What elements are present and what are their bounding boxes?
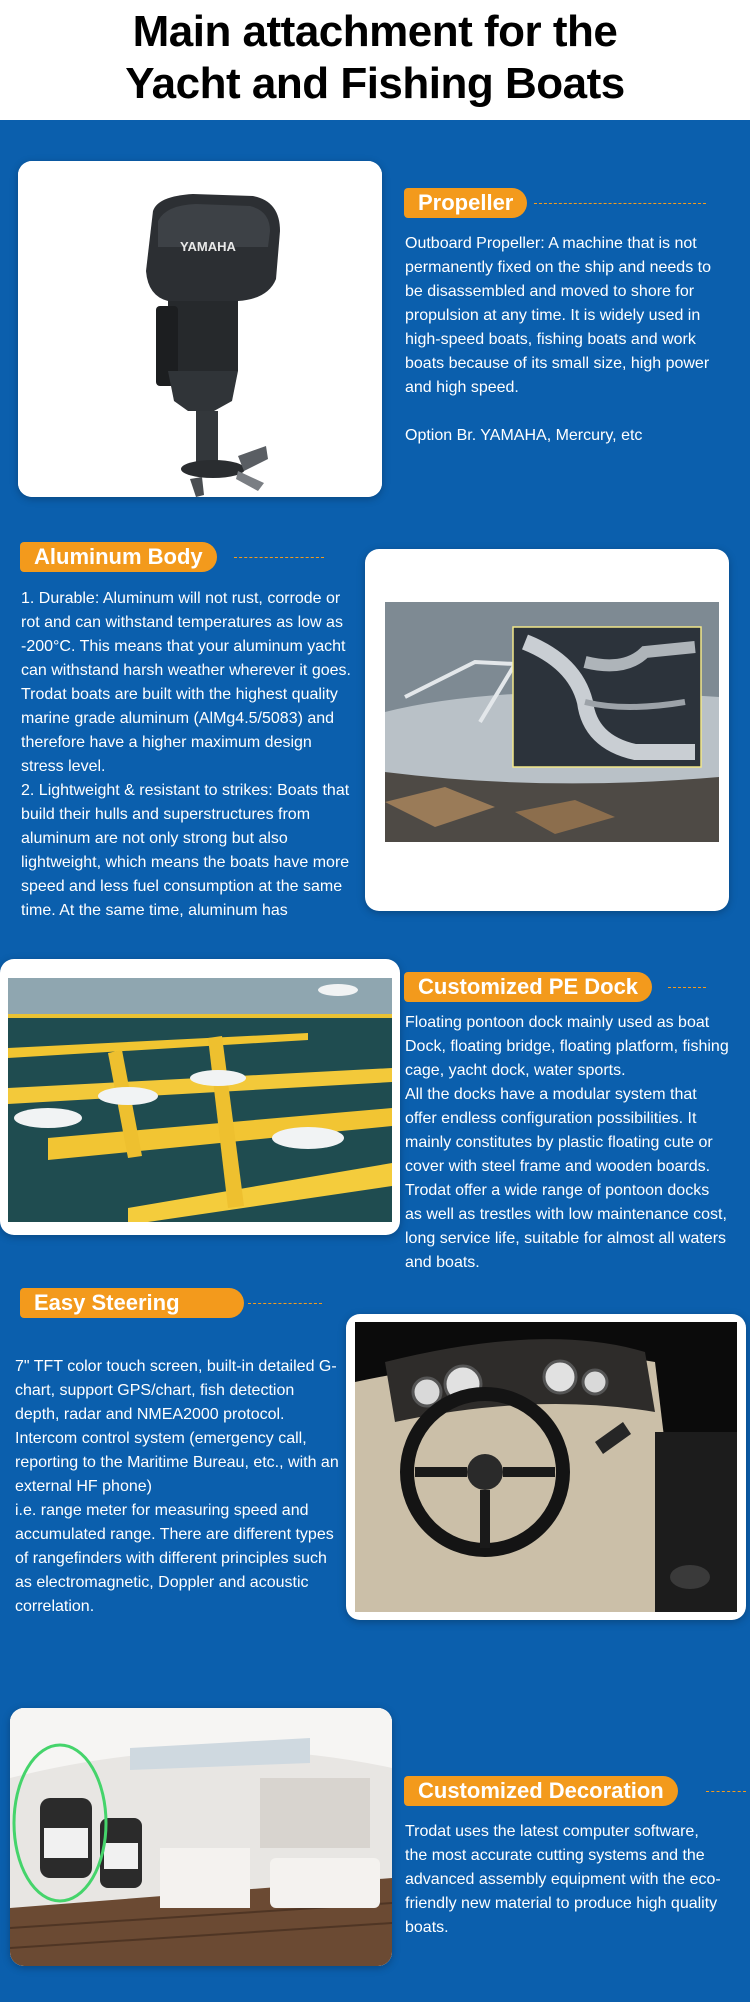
propeller-text [405, 232, 725, 448]
aluminum-image-card [365, 549, 729, 911]
title-line-2: Yacht and Fishing Boats [125, 59, 625, 108]
propeller-option: Option Br. YAMAHA, Mercury, etc [405, 427, 643, 444]
propeller-tag [404, 188, 527, 218]
decoration-description: Trodat uses the latest computer software, the most accurate cutting systems and the advanced assembly equipment with the eco-friendly new material to produce high quality boats. [405, 1823, 721, 1936]
dock-title: Customized PE Dock [418, 974, 639, 999]
aluminum-tag [20, 542, 217, 572]
outboard-motor-image [18, 161, 382, 497]
steering-paragraph-1: 7" TFT color touch screen, built-in detailed G-chart, support GPS/chart, fish detection depth, radar and NMEA2000 protocol. [15, 1358, 337, 1423]
svg-text:YAMAHA: YAMAHA [180, 239, 236, 254]
dock-image-card [0, 959, 400, 1235]
aluminum-hull-image [385, 602, 719, 842]
aluminum-text [21, 587, 356, 923]
propeller-dashed-line [534, 203, 706, 204]
page-title [0, 0, 750, 110]
propeller-title: Propeller [418, 190, 514, 215]
dock-dashed-line [668, 987, 706, 988]
steering-title: Easy Steering [34, 1290, 180, 1315]
aluminum-paragraph-1: 1. Durable: Aluminum will not rust, corrode or rot and can withstand temperatures as low as -200°C. This means that your aluminum yacht can withstand harsh weather wherever it goes. Trodat boats are built with the highest quality marine grade aluminum (AlMg4.5/5083) and therefore have a higher maximum design stress level. [21, 590, 351, 775]
steering-image-card [346, 1314, 746, 1620]
pontoon-dock-image [8, 978, 392, 1222]
decoration-tag [404, 1776, 678, 1806]
steering-text [15, 1355, 340, 1619]
aluminum-dashed-line [234, 557, 324, 558]
steering-paragraph-2: Intercom control system (emergency call, reporting to the Maritime Bureau, etc., with an external HF phone) [15, 1430, 339, 1495]
propeller-image-card [18, 161, 382, 497]
decoration-text [405, 1820, 725, 1940]
dock-paragraph-2: All the docks have a modular system that offer endless configuration possibilities. It mainly constitutes by plastic floating cute or cover with steel frame and wooden boards. [405, 1086, 713, 1175]
steering-tag [20, 1288, 244, 1318]
steering-dashed-line [248, 1303, 322, 1304]
steering-console-image [355, 1322, 737, 1612]
propeller-description: Outboard Propeller: A machine that is not permanently fixed on the ship and needs to be disassembled and moved to shore for propulsion at any time. It is widely used in high-speed boats, fishing boats and work boats because of its small size, high power and high speed. [405, 235, 711, 396]
page-header [0, 0, 750, 120]
decoration-image-card [10, 1708, 392, 1966]
dock-paragraph-3: Trodat offer a wide range of pontoon docks as well as trestles with low maintenance cost, long service life, suitable for almost all waters and boats. [405, 1182, 727, 1271]
yacht-interior-image [10, 1708, 392, 1966]
steering-paragraph-3: i.e. range meter for measuring speed and accumulated range. There are different types of rangefinders with different principles such as electromagnetic, Doppler and acoustic correlation. [15, 1502, 334, 1615]
aluminum-paragraph-2: 2. Lightweight & resistant to strikes: Boats that build their hulls and superstructures from aluminum are not only strong but also lightweight, which means the boats have more speed and less fuel consumption at the same time. At the same time, aluminum has [21, 782, 350, 919]
dock-text [405, 1011, 730, 1275]
dock-tag [404, 972, 652, 1002]
aluminum-title: Aluminum Body [34, 544, 203, 569]
dock-paragraph-1: Floating pontoon dock mainly used as boat Dock, floating bridge, floating platform, fishing cage, yacht dock, water sports. [405, 1014, 729, 1079]
decoration-dashed-line [706, 1791, 746, 1792]
decoration-title: Customized Decoration [418, 1778, 664, 1803]
title-line-1: Main attachment for the [132, 7, 618, 56]
